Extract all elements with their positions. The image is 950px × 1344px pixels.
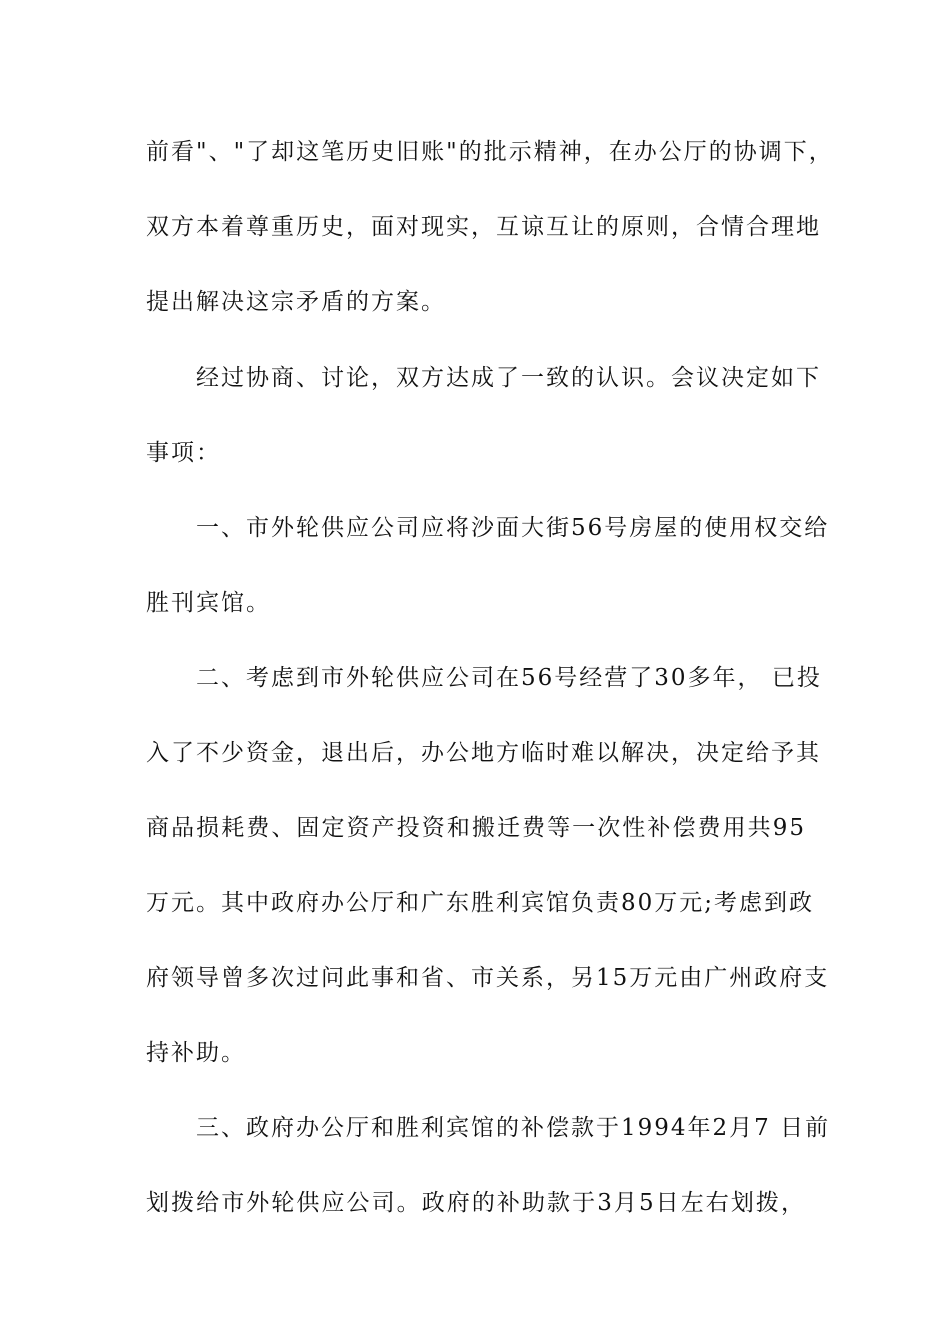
text-line-4: 经过协商、讨论，双方达成了一致的认识。会议决定如下 xyxy=(196,365,821,391)
text-line-12: 府领导曾多次过问此事和省、市关系，另15万元由广州政府支 xyxy=(146,965,830,991)
text-line-9: 入了不少资金，退出后，办公地方临时难以解决，决定给予其 xyxy=(146,740,821,766)
text-line-3: 提出解决这宗矛盾的方案。 xyxy=(146,289,446,315)
text-line-7: 胜刊宾馆。 xyxy=(146,590,271,616)
text-line-13: 持补助。 xyxy=(146,1040,246,1066)
text-line-11: 万元。其中政府办公厅和广东胜利宾馆负责80万元;考虑到政 xyxy=(146,890,815,916)
text-line-2: 双方本着尊重历史，面对现实，互谅互让的原则，合情合理地 xyxy=(146,214,821,240)
text-line-10: 商品损耗费、固定资产投资和搬迁费等一次性补偿费用共95 xyxy=(146,815,806,841)
text-line-5: 事项： xyxy=(146,440,221,466)
text-line-6: 一、市外轮供应公司应将沙面大街56号房屋的使用权交给 xyxy=(196,515,830,541)
text-line-1: 前看"、"了却这笔历史旧账"的批示精神，在办公厅的协调下， xyxy=(146,139,834,165)
text-line-15: 划拨给市外轮供应公司。政府的补助款于3月5日左右划拨， xyxy=(146,1190,806,1216)
text-line-14: 三、政府办公厅和胜利宾馆的补偿款于1994年2月7 日前 xyxy=(196,1115,831,1141)
text-line-8: 二、考虑到市外轮供应公司在56号经营了30多年， 已投 xyxy=(196,665,822,691)
